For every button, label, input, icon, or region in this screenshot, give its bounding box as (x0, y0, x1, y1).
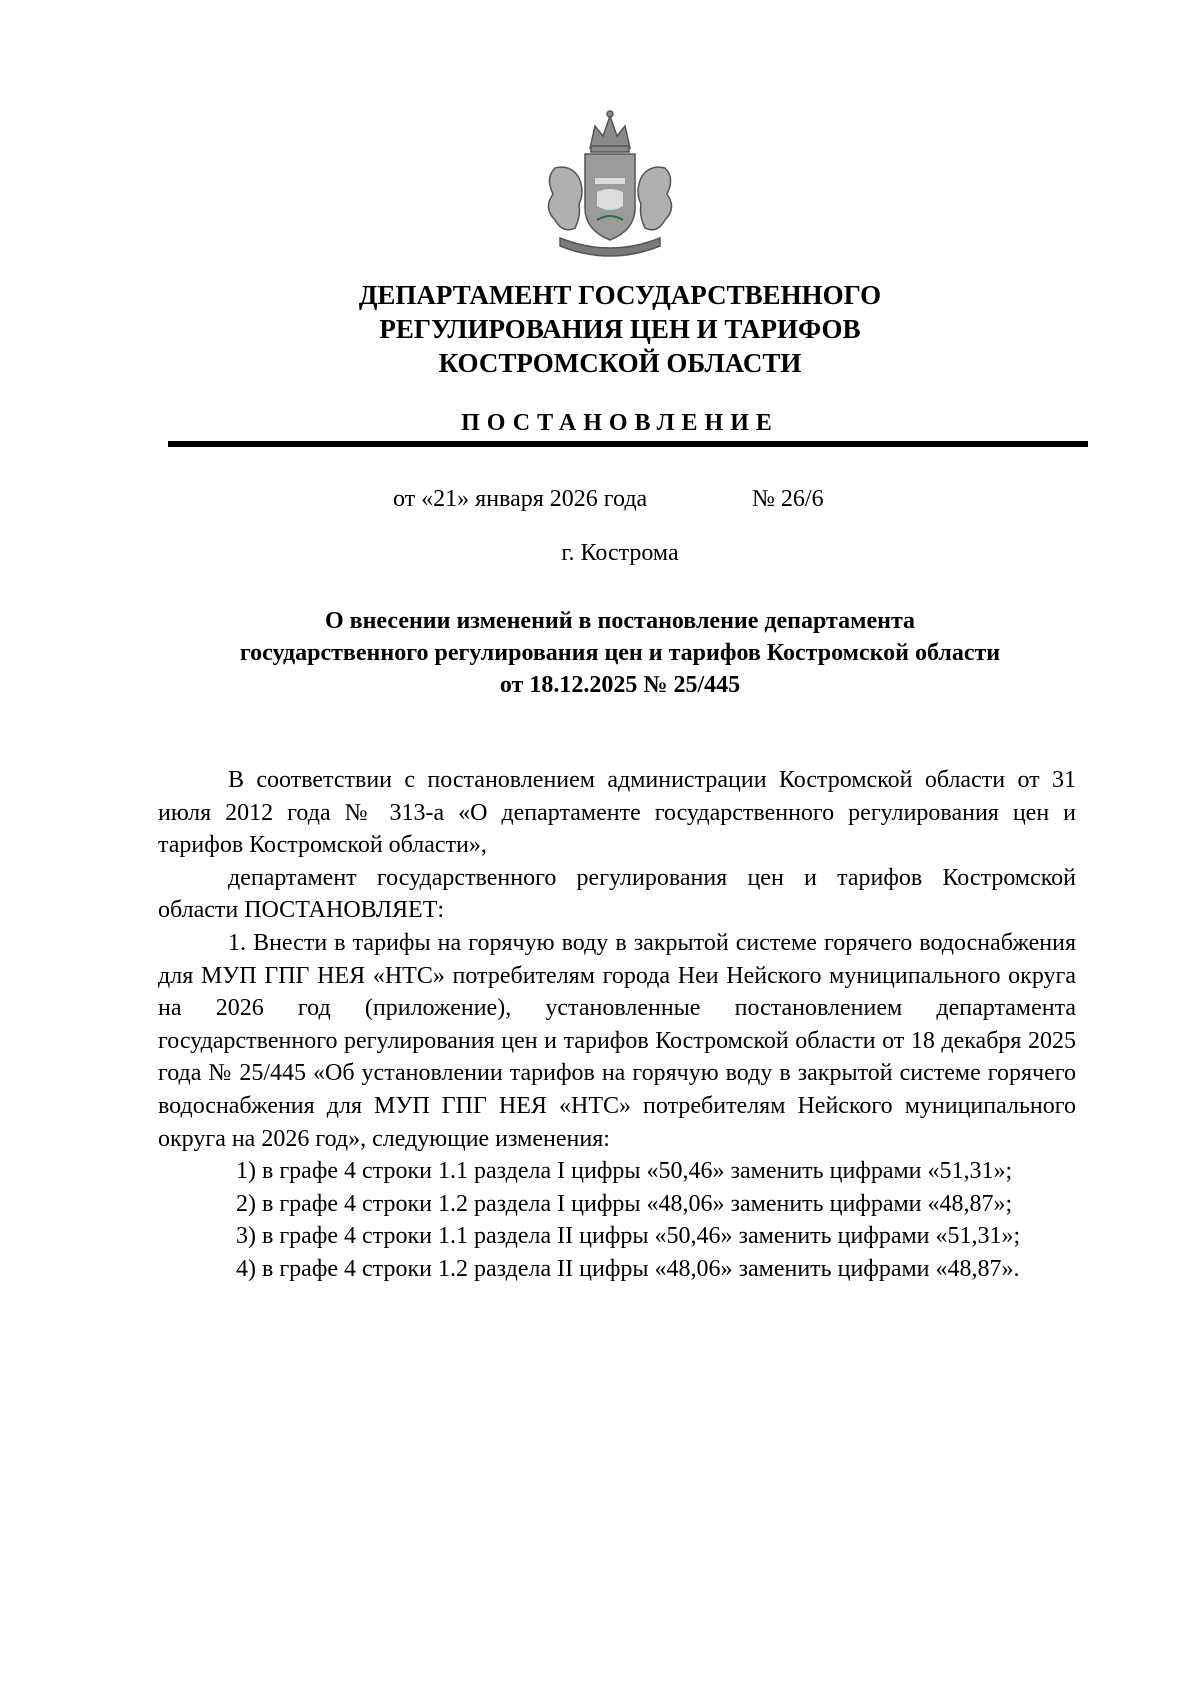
body-paragraph-resolves: департамент государственного регулирования цен и тарифов Костромской области ПОСТАНОВЛЯЕТ: (158, 864, 1076, 924)
document-number: № 26/6 (752, 486, 824, 512)
list-item: 3) в графе 4 строки 1.1 раздела II цифры «50,46» заменить цифрами «51,31»; (236, 1223, 1021, 1250)
org-line-2: РЕГУЛИРОВАНИЯ ЦЕН И ТАРИФОВ (379, 314, 861, 344)
document-body (158, 764, 1076, 1286)
body-paragraph-basis: В соответствии с постановлением администрации Костромской области от 31 июля 2012 года № 313-а «О департаменте государственного регулирования цен и тарифов Костромской области», (158, 767, 1076, 859)
document-type-title: ПОСТАНОВЛЕНИЕ (461, 410, 779, 436)
subject-line-1: О внесении изменений в постановление департамента (324, 608, 916, 634)
document-subject (150, 605, 1090, 701)
subject-line-2: государственного регулирования цен и тарифов Костромской области (239, 640, 1001, 666)
list-item: 2) в графе 4 строки 1.2 раздела I цифры «48,06» заменить цифрами «48,87»; (236, 1190, 1013, 1217)
list-item: 1) в графе 4 строки 1.1 раздела I цифры «50,46» заменить цифрами «51,31»; (236, 1158, 1013, 1185)
coat-of-arms-icon (535, 108, 685, 268)
document-date: от «21» января 2026 года (393, 486, 648, 512)
header-divider (168, 441, 1088, 447)
document-city: г. Кострома (561, 540, 679, 566)
body-paragraph-point-1: 1. Внести в тарифы на горячую воду в закрытой системе горячего водоснабжения для МУП ГПГ НЕЯ «НТС» потребителям города Неи Нейского муниципального округа на 2026 год (приложение), установленные постановлением департамента государственного регулирования цен и тарифов Костромской области от 18 декабря 2025 года № 25/445 «Об установлении тарифов на горячую воду в закрытой системе горячего водоснабжения для МУП ГПГ НЕЯ «НТС» потребителям Нейского муниципального округа на 2026 год», следующие изменения: (158, 929, 1076, 1152)
org-line-3: КОСТРОМСКОЙ ОБЛАСТИ (438, 348, 802, 378)
organization-name (150, 278, 1090, 380)
subject-line-3: от 18.12.2025 № 25/445 (499, 672, 741, 698)
org-line-1: ДЕПАРТАМЕНТ ГОСУДАРСТВЕННОГО (358, 280, 882, 310)
list-item: 4) в графе 4 строки 1.2 раздела II цифры «48,06» заменить цифрами «48,87». (236, 1255, 1020, 1282)
